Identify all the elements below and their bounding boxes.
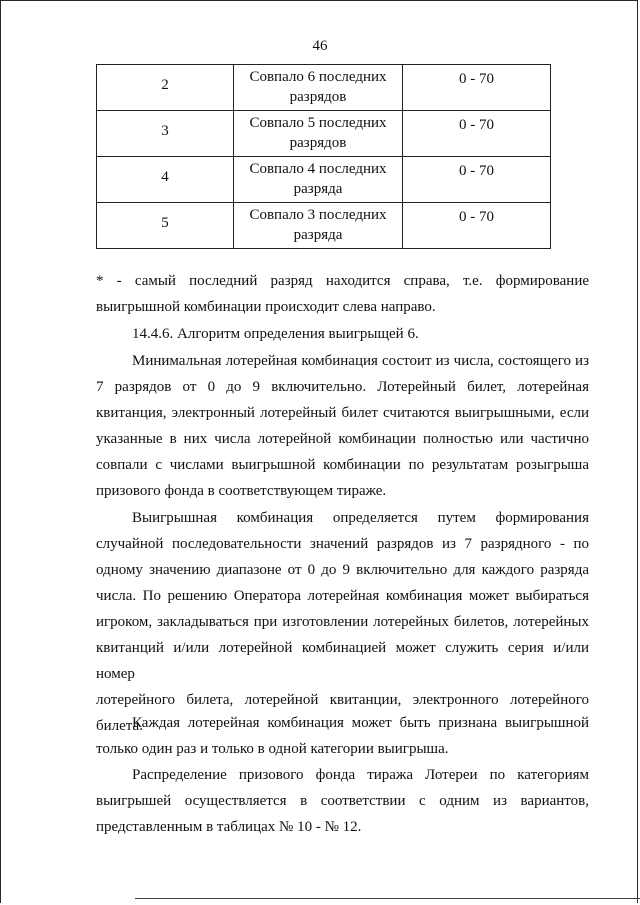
prize-range-cell: 0 - 70	[403, 203, 551, 249]
footnote: * - самый последний разряд находится справа, т.е. формирование выигрышной комбинации происходит слева направо.	[96, 273, 589, 315]
page-bottom-rule	[135, 898, 640, 899]
table-row	[97, 65, 551, 111]
table-row	[97, 111, 551, 157]
table-row	[97, 203, 551, 249]
prize-range-cell: 0 - 70	[403, 111, 551, 157]
prize-range-cell: 0 - 70	[403, 65, 551, 111]
category-number-cell: 5	[97, 203, 234, 249]
paragraph-4: Распределение призового фонда тиража Лотереи по категориям выигрышей осуществляется в соответствии с одним из вариантов, представленным в таблицах № 10 - № 12.	[96, 767, 589, 835]
paragraph-1: Минимальная лотерейная комбинация состоит из числа, состоящего из 7 разрядов от 0 до 9 включительно. Лотерейный билет, лотерейная квитанция, электронный лотерейный билет считаются выигрышными, если указанные в них числа лотерейной комбинации полностью или частично совпали с числами выигрышной комбинации по результатам розыгрыша призового фонда в соответствующем тираже.	[96, 353, 589, 499]
page-number: 46	[312, 38, 328, 54]
match-description-cell: Совпало 5 последних разрядов	[234, 111, 403, 157]
paragraph-2: Выигрышная комбинация определяется путем формирования случайной последовательности значений разрядов из 7 разрядного - по одному значению диапазоне от 0 до 9 включительно для каждого разряда числа. По решению Оператора лотерейная комбинация может выбираться игроком, закладываться при изготовлении лотерейных билетов, лотерейных квитанций и/или лотерейной комбинацией может служить серия и/или номер лотерейного билета, лотерейной квитанции, электронного лотерейного билета.	[96, 510, 589, 734]
category-number-cell: 3	[97, 111, 234, 157]
prize-category-table	[96, 64, 551, 249]
prize-range-cell: 0 - 70	[403, 157, 551, 203]
category-number-cell: 2	[97, 65, 234, 111]
table-row	[97, 157, 551, 203]
section-heading: 14.4.6. Алгоритм определения выигрыщей 6.	[132, 326, 419, 342]
paragraph-3: Каждая лотерейная комбинация может быть признана выигрышной только один раз и только в одной категории выигрыша.	[96, 715, 589, 757]
category-number-cell: 4	[97, 157, 234, 203]
match-description-cell: Совпало 6 последних разрядов	[234, 65, 403, 111]
match-description-cell: Совпало 3 последних разряда	[234, 203, 403, 249]
match-description-cell: Совпало 4 последних разряда	[234, 157, 403, 203]
